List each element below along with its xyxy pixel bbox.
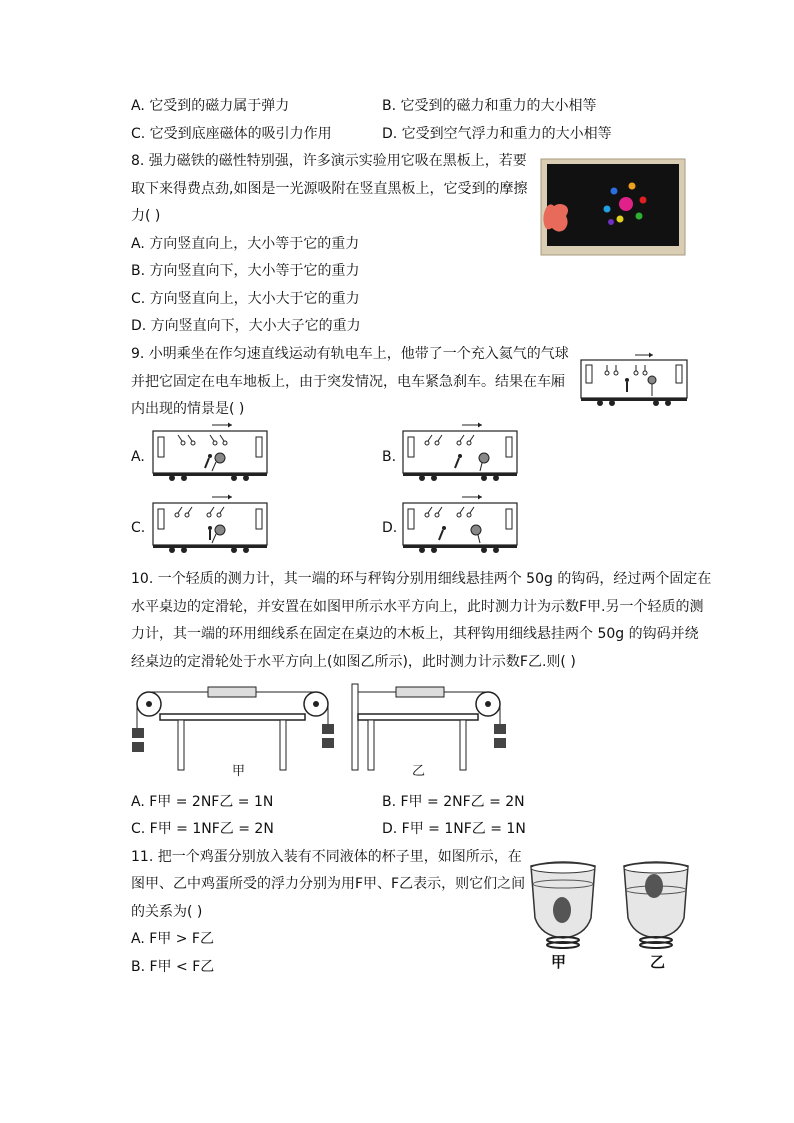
tram-option-b-figure: [400, 422, 522, 484]
q7-option-d: D. 它受到空气浮力和重力的大小相等: [382, 126, 612, 142]
tram-option-c-figure: [150, 494, 272, 556]
q11-option-b: B. F甲 < F乙: [131, 959, 215, 975]
q8-option-b: B. 方向竖直向下，大小等于它的重力: [131, 263, 360, 279]
q11-stem-line2: 图甲、乙中鸡蛋所受的浮力分别为用F甲、F乙表示，则它们之间: [131, 876, 526, 892]
q9-option-c-label: C.: [131, 520, 146, 536]
q8-option-d: D. 方向竖直向下，大小大子它的重力: [131, 318, 361, 334]
q7-option-c: C. 它受到底座磁体的吸引力作用: [131, 126, 332, 142]
q10-stem-line1: 10. 一个轻质的测力计，其一端的环与秤钩分别用细线悬挂两个 50g 的钩码，经过两个固定在: [131, 571, 712, 587]
q7-option-b: B. 它受到的磁力和重力的大小相等: [382, 98, 597, 114]
q10-figure-jia-label: 甲: [232, 764, 246, 779]
blackboard-figure: [540, 158, 686, 256]
egg-in-cup-figure-yi: [618, 858, 694, 952]
q10-stem-line2: 水平桌边的定滑轮，并安置在如图甲所示水平方向上，此时测力计为示数F甲.另一个轻质的测: [131, 599, 704, 615]
q10-figure-yi-label: 乙: [412, 764, 426, 779]
egg-in-cup-figure-jia: [525, 858, 601, 952]
q10-option-d: D. F甲 = 1NF乙 = 1N: [382, 821, 526, 837]
q7-option-a: A. 它受到的磁力属于弹力: [131, 98, 290, 114]
q8-stem-line1: 8. 强力磁铁的磁性特别强，许多演示实验用它吸在黑板上，若要: [131, 153, 527, 169]
spring-scale-figure-jia: [130, 682, 335, 772]
q10-stem-line3: 力计，其一端的环用细线系在固定在桌边的木板上，其秤钩用细线悬挂两个 50g 的钩码并绕: [131, 626, 699, 642]
q10-option-a: A. F甲 = 2NF乙 = 1N: [131, 794, 274, 810]
q9-option-a-label: A.: [131, 449, 145, 465]
q9-option-d-label: D.: [382, 520, 398, 536]
tram-reference-figure: [578, 352, 690, 408]
q8-option-a: A. 方向竖直向上，大小等于它的重力: [131, 236, 360, 252]
tram-option-d-figure: [400, 494, 522, 556]
q9-option-b-label: B.: [382, 449, 397, 465]
q10-option-b: B. F甲 = 2NF乙 = 2N: [382, 794, 525, 810]
q11-stem-line3: 的关系为( ): [131, 904, 203, 920]
q11-figure-jia-label: 甲: [551, 953, 567, 971]
q9-stem-line3: 内出现的情景是( ): [131, 401, 245, 417]
q11-stem-line1: 11. 把一个鸡蛋分别放入装有不同液体的杯子里，如图所示，在: [131, 849, 522, 865]
spring-scale-figure-yi: [348, 682, 518, 772]
q10-option-c: C. F甲 = 1NF乙 = 2N: [131, 821, 274, 837]
q8-option-c: C. 方向竖直向上，大小大于它的重力: [131, 291, 360, 307]
q9-stem-line1: 9. 小明乘坐在作匀速直线运动有轨电车上，他带了一个充入氦气的气球: [131, 346, 569, 362]
q11-option-a: A. F甲 > F乙: [131, 931, 214, 947]
q11-figure-yi-label: 乙: [650, 953, 666, 971]
tram-option-a-figure: [150, 422, 272, 484]
q8-stem-line2: 取下来得费点劲,如图是一光源吸附在竖直黑板上，它受到的摩擦: [131, 181, 528, 197]
q8-stem-line3: 力( ): [131, 208, 161, 224]
q9-stem-line2: 并把它固定在电车地板上，由于突发情况，电车紧急刹车。结果在车厢: [131, 374, 565, 390]
q10-stem-line4: 经桌边的定滑轮处于水平方向上(如图乙所示)，此时测力计示数F乙.则( ): [131, 654, 576, 670]
